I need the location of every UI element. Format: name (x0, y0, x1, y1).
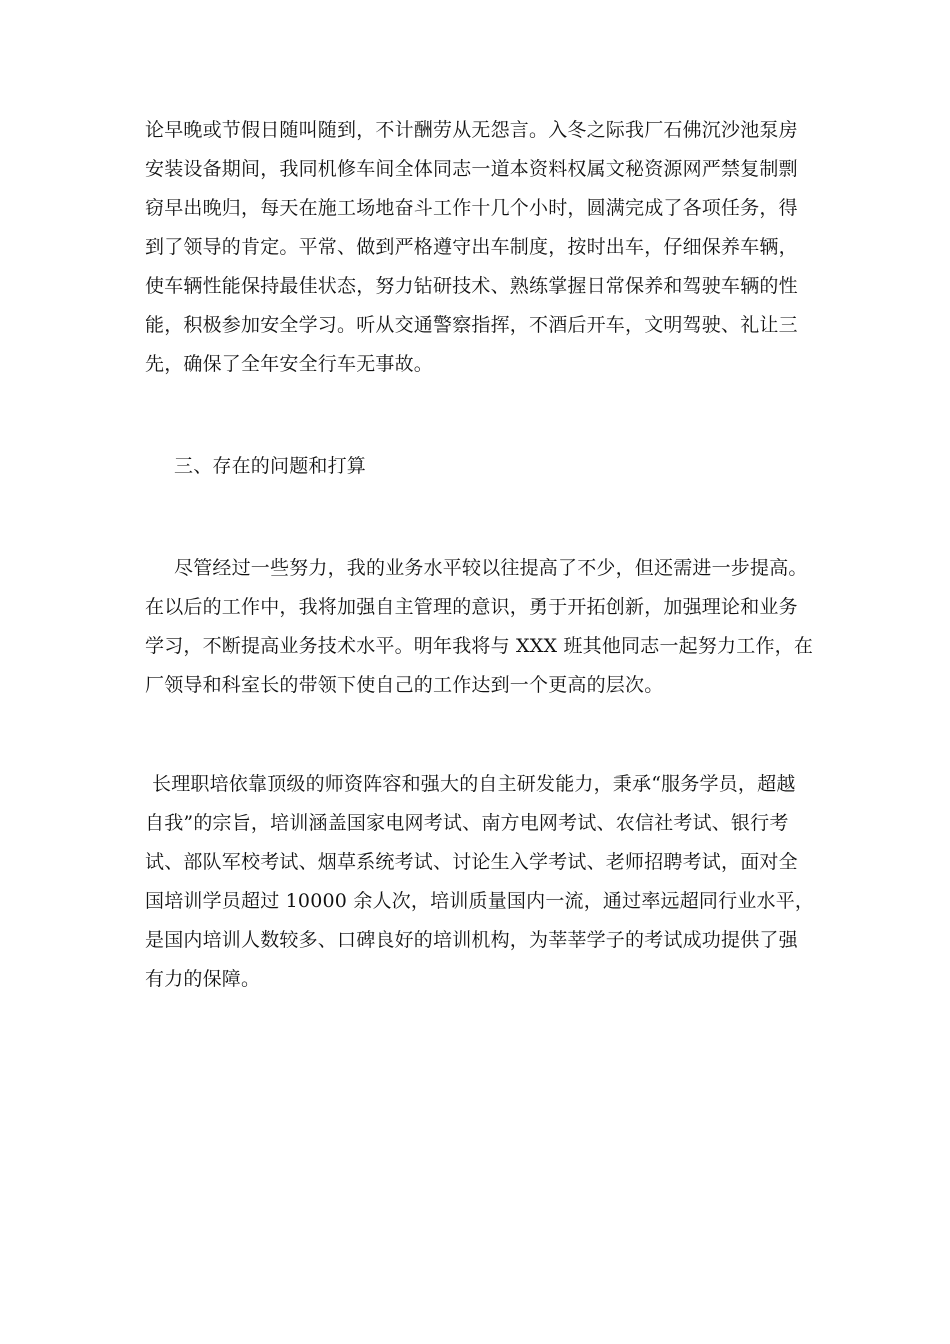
paragraph-line: 论早晚或节假日随叫随到，不计酬劳从无怨言。入冬之际我厂石佛沉沙池泵房 (145, 119, 798, 141)
paragraph-line: 能，积极参加安全学习。听从交通警察指挥，不酒后开车，文明驾驶、礼让三 (145, 314, 798, 336)
section-heading: 三、存在的问题和打算 (174, 455, 367, 477)
paragraph-line: 先，确保了全年安全行车无事故。 (145, 353, 434, 375)
paragraph-line: 安装设备期间，我同机修车间全体同志一道本资料权属文秘资源网严禁复制剽 (145, 158, 798, 180)
paragraph-line: 厂领导和科室长的带领下使自己的工作达到一个更高的层次。 (145, 674, 664, 696)
paragraph-line: 学习，不断提高业务技术水平。明年我将与 XXX 班其他同志一起努力工作，在 (145, 635, 814, 657)
paragraph-line: 到了领导的肯定。平常、做到严格遵守出车制度，按时出车，仔细保养车辆， (145, 236, 798, 258)
paragraph-line: 试、部队军校考试、烟草系统考试、讨论生入学考试、老师招聘考试，面对全 (145, 851, 798, 873)
paragraph-line: 尽管经过一些努力，我的业务水平较以往提高了不少，但还需进一步提高。 (174, 557, 808, 579)
paragraph-line: 使车辆性能保持最佳状态，努力钻研技术、熟练掌握日常保养和驾驶车辆的性 (145, 275, 798, 297)
paragraph-line: 在以后的工作中，我将加强自主管理的意识，勇于开拓创新，加强理论和业务 (145, 596, 798, 618)
paragraph-line: 有力的保障。 (145, 968, 261, 990)
paragraph-line: 窃早出晚归，每天在施工场地奋斗工作十几个小时，圆满完成了各项任务，得 (145, 197, 798, 219)
paragraph-line: 自我”的宗旨，培训涵盖国家电网考试、南方电网考试、农信社考试、银行考 (145, 812, 789, 834)
paragraph-line: 是国内培训人数较多、口碑良好的培训机构，为莘莘学子的考试成功提供了强 (145, 929, 798, 951)
paragraph-line: 国培训学员超过 10000 余人次，培训质量国内一流，通过率远超同行业水平， (145, 890, 815, 912)
paragraph-line: 长理职培依靠顶级的师资阵容和强大的自主研发能力，秉承“服务学员，超越 (152, 773, 796, 795)
